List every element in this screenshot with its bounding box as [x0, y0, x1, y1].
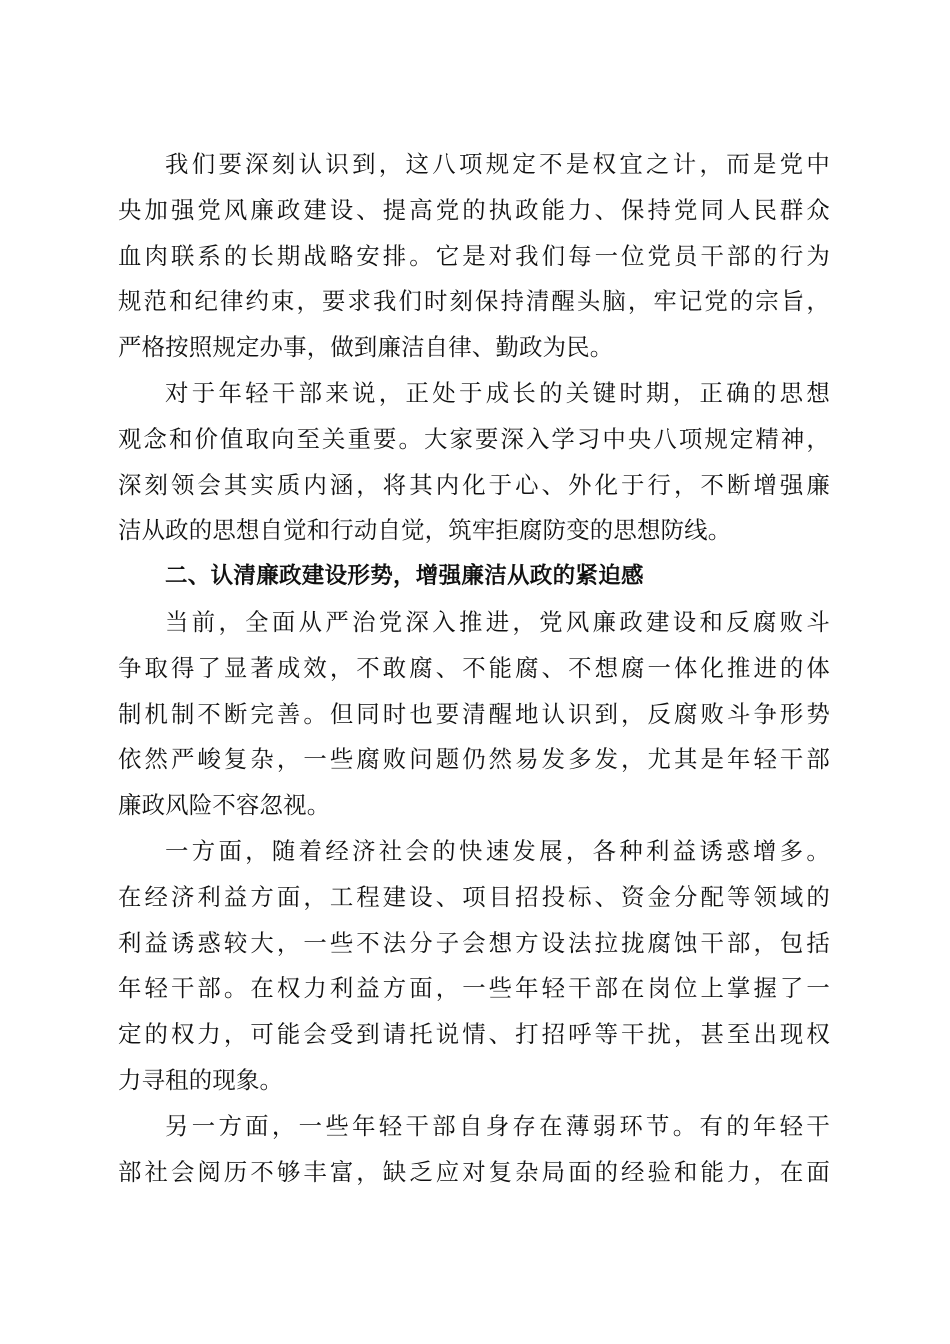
- document-body: [118, 142, 830, 1195]
- section-heading-text: 二、认清廉政建设形势，增强廉洁从政的紧迫感: [165, 563, 644, 590]
- paragraph-3: [118, 600, 830, 829]
- paragraph-line: 争取得了显著成效，不敢腐、不能腐、不想腐一体化推进的体: [118, 653, 830, 682]
- paragraph-line: 我们要深刻认识到，这八项规定不是权宜之计，而是党中: [165, 150, 830, 178]
- paragraph-line: 观念和价值取向至关重要。大家要深入学习中央八项规定精神，: [118, 424, 830, 453]
- paragraph-line: 力寻租的现象。: [118, 1065, 284, 1094]
- section-heading: [118, 554, 830, 600]
- paragraph-line: 规范和纪律约束，要求我们时刻保持清醒头脑，牢记党的宗旨，: [118, 287, 830, 316]
- paragraph-line: 央加强党风廉政建设、提高党的执政能力、保持党同人民群众: [118, 195, 830, 224]
- paragraph-line: 洁从政的思想自觉和行动自觉，筑牢拒腐防变的思想防线。: [118, 516, 732, 545]
- paragraph-line: 另一方面，一些年轻干部自身存在薄弱环节。有的年轻干: [165, 1111, 830, 1140]
- paragraph-line: 深刻领会其实质内涵，将其内化于心、外化于行，不断增强廉: [118, 470, 830, 499]
- paragraph-line: 利益诱惑较大，一些不法分子会想方设法拉拢腐蚀干部，包括: [118, 928, 830, 957]
- paragraph-line: 一方面，随着经济社会的快速发展，各种利益诱惑增多。: [165, 836, 830, 865]
- paragraph-line: 在经济利益方面，工程建设、项目招投标、资金分配等领域的: [118, 882, 830, 911]
- paragraph-line: 依然严峻复杂，一些腐败问题仍然易发多发，尤其是年轻干部: [118, 745, 830, 774]
- paragraph-line: 廉政风险不容忽视。: [118, 791, 331, 820]
- paragraph-1: [118, 142, 830, 371]
- paragraph-line: 制机制不断完善。但同时也要清醒地认识到，反腐败斗争形势: [118, 699, 830, 728]
- paragraph-line: 年轻干部。在权力利益方面，一些年轻干部在岗位上掌握了一: [118, 974, 830, 1003]
- paragraph-line: 血肉联系的长期战略安排。它是对我们每一位党员干部的行为: [118, 241, 830, 270]
- paragraph-4: [118, 829, 830, 1104]
- paragraph-5: [118, 1104, 830, 1196]
- paragraph-2: [118, 371, 830, 554]
- paragraph-line: 部社会阅历不够丰富，缺乏应对复杂局面的经验和能力，在面: [118, 1157, 830, 1186]
- paragraph-line: 定的权力，可能会受到请托说情、打招呼等干扰，甚至出现权: [118, 1020, 830, 1049]
- paragraph-line: 当前，全面从严治党深入推进，党风廉政建设和反腐败斗: [165, 607, 830, 636]
- paragraph-line: 严格按照规定办事，做到廉洁自律、勤政为民。: [118, 333, 614, 362]
- paragraph-line: 对于年轻干部来说，正处于成长的关键时期，正确的思想: [165, 378, 830, 407]
